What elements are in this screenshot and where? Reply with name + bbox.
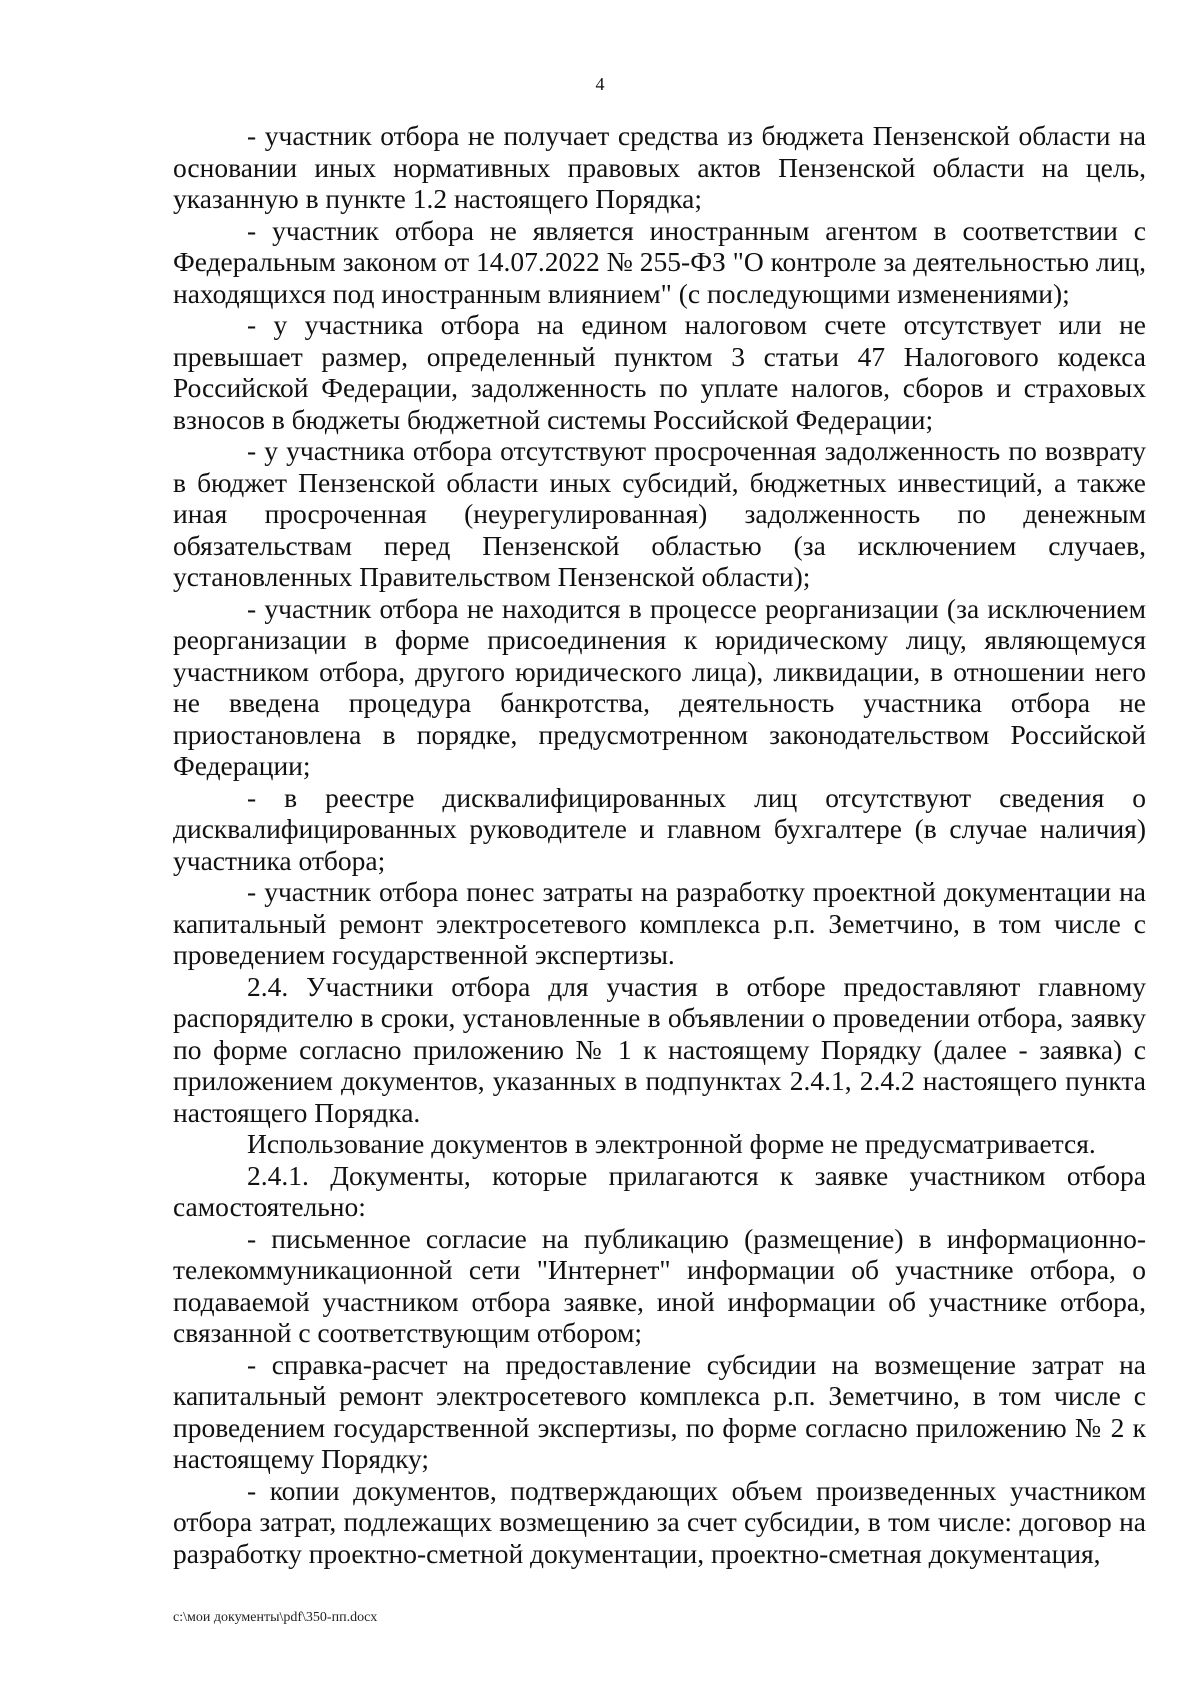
paragraph-section-2-4-1: 2.4.1. Документы, которые прилагаются к заявке участником отбора самостоятельно: (173, 1159, 1146, 1222)
paragraph-project-costs: - участник отбора понес затраты на разработку проектной документации на капитальный ремонт электросетевого комплекса р.п. Земетчино, в том числе с проведением государственной экспертизы. (173, 876, 1146, 970)
page-number: 4 (595, 74, 605, 94)
paragraph-no-disqualified-persons: - в реестре дисквалифицированных лиц отсутствуют сведения о дисквалифицированных руководителе и главном бухгалтере (в случае наличия) участника отбора; (173, 781, 1146, 876)
paragraph-no-reorganization: - участник отбора не находится в процессе реорганизации (за исключением реорганизации в форме присоединения к юридическому лицу, являющемуся участником отбора, другого юридического лица), ликвидации, в отношении него не введена процедура банкротства, деятельность участника отбора не приостановлена в порядке, предусмотренном законодательством Российской Федерации; (173, 592, 1146, 781)
paragraph-no-tax-debt: - у участника отбора на едином налоговом счете отсутствует или не превышает размер, определенный пунктом 3 статьи 47 Налогового кодекса Российской Федерации, задолженность по уплате налогов, сборов и страховых взносов в бюджеты бюджетной системы Российской Федерации; (173, 309, 1146, 435)
paragraph-electronic-form: Использование документов в электронной форме не предусматривается. (247, 1128, 1096, 1159)
paragraph-section-2-4: 2.4. Участники отбора для участия в отборе предоставляют главному распорядителю в сроки, установленные в объявлении о проведении отбора, заявку по форме согласно приложению № 1 к настоящему Порядку (далее - заявка) с приложением документов, указанных в подпунктах 2.4.1, 2.4.2 настоящего пункта настоящего Порядка. (173, 970, 1146, 1128)
footer-file-path: c:\мои документы\pdf\350-пп.docx (173, 1610, 378, 1625)
paragraph-calculation-certificate: - справка-расчет на предоставление субсидии на возмещение затрат на капитальный ремонт электросетевого комплекса р.п. Земетчино, в том числе с проведением государственной экспертизы, по форме согласно приложению № 2 к настоящему Порядку; (173, 1348, 1146, 1474)
paragraph-document-copies: - копии документов, подтверждающих объем произведенных участником отбора затрат, подлежащих возмещению за счет субсидии, в том числе: договор на разработку проектно-сметной документации, проектно-сметная документация, (173, 1474, 1146, 1569)
paragraph-no-overdue-debt: - у участника отбора отсутствуют просроченная задолженность по возврату в бюджет Пензенской области иных субсидий, бюджетных инвестиций, а также иная просроченная (неурегулированная) задолженность по денежным обязательствам перед Пензенской областью (за исключением случаев, установленных Правительством Пензенской области); (173, 435, 1146, 592)
paragraph-written-consent: - письменное согласие на публикацию (размещение) в информационно-телекоммуникационной сети "Интернет" информации об участнике отбора, о подаваемой участником отбора заявке, иной информации об участнике отбора, связанной с соответствующим отбором; (173, 1222, 1146, 1348)
paragraph-no-budget-funds: - участник отбора не получает средства из бюджета Пензенской области на основании иных нормативных правовых актов Пензенской области на цель, указанную в пункте 1.2 настоящего Порядка; (173, 120, 1146, 214)
document-body (173, 120, 1146, 1569)
paragraph-not-foreign-agent: - участник отбора не является иностранным агентом в соответствии с Федеральным законом от 14.07.2022 № 255-ФЗ "О контроле за деятельностью лиц, находящихся под иностранным влиянием" (с последующими изменениями); (173, 214, 1146, 309)
